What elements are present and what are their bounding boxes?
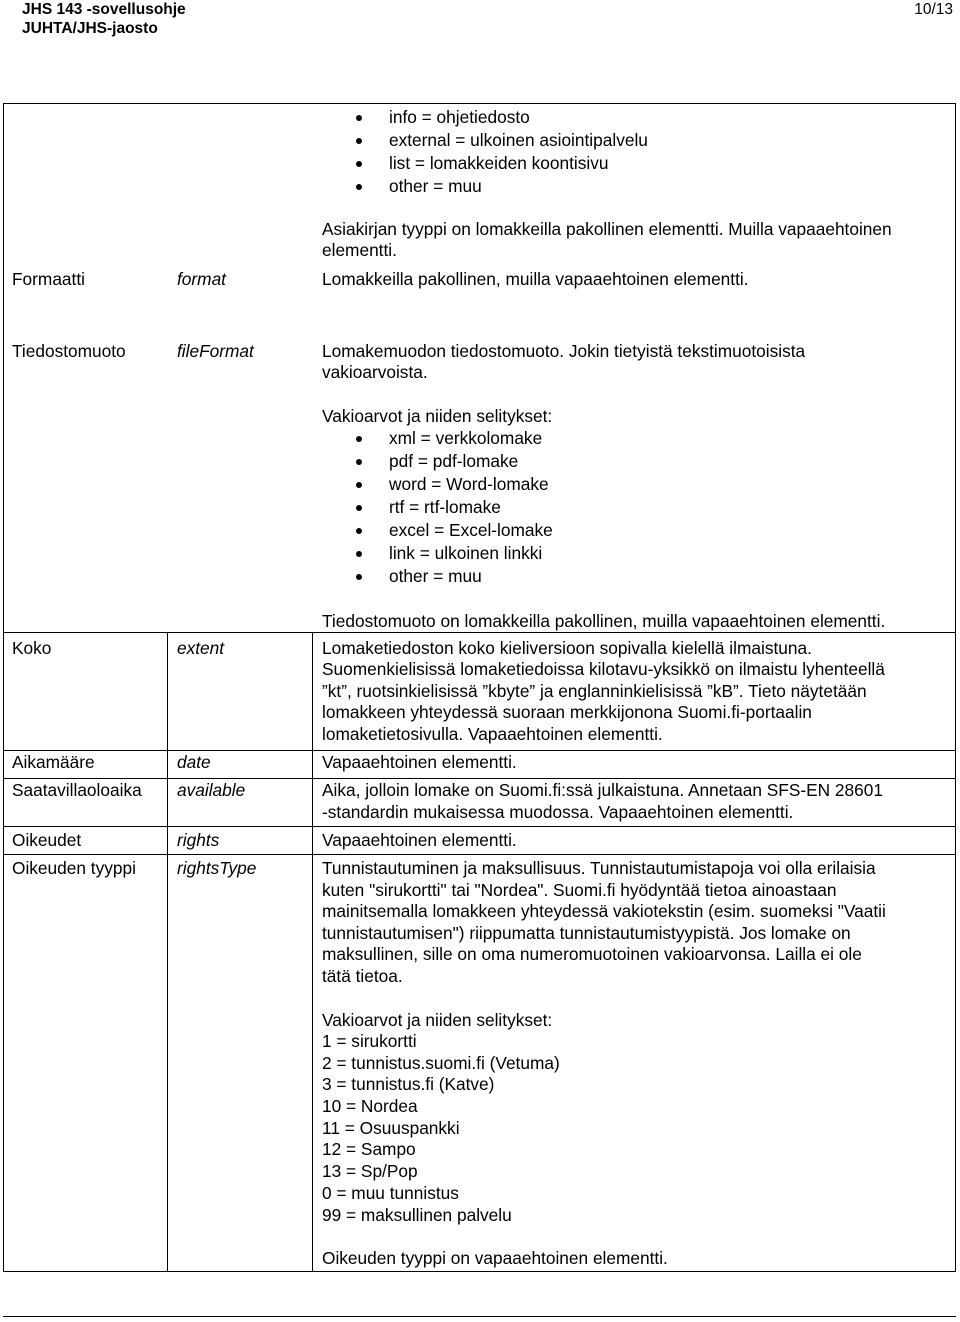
bullet-icon xyxy=(356,505,362,511)
fileformat-label-en: fileFormat xyxy=(177,341,254,361)
column-divider-1 xyxy=(167,632,168,1272)
date-label-fi: Aikamääre xyxy=(12,752,95,772)
footer-rule xyxy=(3,1316,956,1317)
row-divider-available xyxy=(4,778,955,779)
bullet-icon xyxy=(356,482,362,488)
rightstype-description-line: mainitsemalla lomakkeen yhteydessä vakiotekstin (esim. suomeksi "Vaatii xyxy=(322,901,886,921)
rightstype-label-en: rightsType xyxy=(177,858,257,878)
rightstype-description-line: Tunnistautuminen ja maksullisuus. Tunnistautumistapoja voi olla erilaisia xyxy=(322,858,876,878)
rightstype-value-item: 3 = tunnistus.fi (Katve) xyxy=(322,1074,495,1094)
available-description-line1: Aika, jolloin lomake on Suomi.fi:ssä julkaistuna. Annetaan SFS-EN 28601 xyxy=(322,780,883,800)
fileformat-value-item: xml = verkkolomake xyxy=(389,428,543,448)
bullet-icon xyxy=(356,115,362,121)
type-value-item: info = ohjetiedosto xyxy=(389,107,530,127)
fileformat-note: Tiedostomuoto on lomakkeilla pakollinen, muilla vapaaehtoinen elementti. xyxy=(322,611,886,631)
rightstype-value-item: 0 = muu tunnistus xyxy=(322,1183,459,1203)
rightstype-label-fi: Oikeuden tyyppi xyxy=(12,858,136,878)
row-divider-rightstype xyxy=(4,854,955,855)
rightstype-value-item: 1 = sirukortti xyxy=(322,1031,417,1051)
page-header xyxy=(0,0,960,40)
type-value-item: external = ulkoinen asiointipalvelu xyxy=(389,130,648,150)
fileformat-value-item: other = muu xyxy=(389,566,482,586)
row-divider-date xyxy=(4,750,955,751)
extent-description-line: Suomenkielisissä lomaketiedoissa kilotavu-yksikkö on ilmaistu lyhenteellä xyxy=(322,659,885,679)
rightstype-description-line: tunnistautumisen") riippumatta tunnistautumistyypistä. Jos lomake on xyxy=(322,923,851,943)
bullet-icon xyxy=(356,551,362,557)
document-title-line2: JUHTA/JHS-jaosto xyxy=(22,20,158,37)
extent-label-fi: Koko xyxy=(12,638,52,658)
bullet-icon xyxy=(356,161,362,167)
rights-description: Vapaaehtoinen elementti. xyxy=(322,830,517,850)
fileformat-description-line1: Lomakemuodon tiedostomuoto. Jokin tietyistä tekstimuotoisista xyxy=(322,341,806,361)
bullet-icon xyxy=(356,459,362,465)
format-label-en: format xyxy=(177,269,226,289)
fileformat-label-fi: Tiedostomuoto xyxy=(12,341,126,361)
rights-label-en: rights xyxy=(177,830,220,850)
page-number: 10/13 xyxy=(914,1,953,18)
format-description: Lomakkeilla pakollinen, muilla vapaaehtoinen elementti. xyxy=(322,269,749,289)
rights-label-fi: Oikeudet xyxy=(12,830,82,850)
fileformat-value-item: excel = Excel-lomake xyxy=(389,520,553,540)
bullet-icon xyxy=(356,574,362,580)
fileformat-values-heading: Vakioarvot ja niiden selitykset: xyxy=(322,406,553,426)
type-value-item: other = muu xyxy=(389,176,482,196)
bullet-icon xyxy=(356,528,362,534)
available-label-en: available xyxy=(177,780,246,800)
date-description: Vapaaehtoinen elementti. xyxy=(322,752,517,772)
rightstype-value-item: 11 = Osuuspankki xyxy=(322,1118,460,1138)
rightstype-value-item: 10 = Nordea xyxy=(322,1096,418,1116)
column-divider-2 xyxy=(312,632,313,1272)
rightstype-value-item: 13 = Sp/Pop xyxy=(322,1161,418,1181)
extent-description-line: Lomaketiedoston koko kieliversioon sopivalla kielellä ilmaistuna. xyxy=(322,638,812,658)
available-label-fi: Saatavillaoloaika xyxy=(12,780,142,800)
extent-description-line: lomaketietosivulla. Vapaaehtoinen elementti. xyxy=(322,724,663,744)
available-description-line2: -standardin mukaisessa muodossa. Vapaaehtoinen elementti. xyxy=(322,802,794,822)
rightstype-description-line: maksullinen, sille on oma numeromuotoinen vakioarvonsa. Lailla ei ole xyxy=(322,944,862,964)
fileformat-value-item: word = Word-lomake xyxy=(389,474,549,494)
rightstype-note: Oikeuden tyyppi on vapaaehtoinen elementti. xyxy=(322,1248,668,1268)
document-title-line1: JHS 143 -sovellusohje xyxy=(22,1,186,18)
rightstype-value-item: 2 = tunnistus.suomi.fi (Vetuma) xyxy=(322,1053,560,1073)
fileformat-value-item: rtf = rtf-lomake xyxy=(389,497,501,517)
rightstype-description-line: kuten "sirukortti" tai "Nordea". Suomi.fi hyödyntää tietoa ainoastaan xyxy=(322,880,837,900)
type-note-line2: elementti. xyxy=(322,240,397,260)
format-label-fi: Formaatti xyxy=(12,269,85,289)
rightstype-description-line: tätä tietoa. xyxy=(322,966,403,986)
fileformat-value-item: link = ulkoinen linkki xyxy=(389,543,543,563)
rightstype-value-item: 12 = Sampo xyxy=(322,1139,416,1159)
bullet-icon xyxy=(356,138,362,144)
rightstype-value-item: 99 = maksullinen palvelu xyxy=(322,1205,512,1225)
date-label-en: date xyxy=(177,752,211,772)
fileformat-description-line2: vakioarvoista. xyxy=(322,362,428,382)
type-value-item: list = lomakkeiden koontisivu xyxy=(389,153,609,173)
rightstype-values-heading: Vakioarvot ja niiden selitykset: xyxy=(322,1010,553,1030)
bullet-icon xyxy=(356,436,362,442)
row-divider-rights xyxy=(4,826,955,827)
document-title xyxy=(22,0,186,38)
extent-description-line: ”kt”, ruotsinkielisissä ”kbyte” ja englanninkielisissä ”kB”. Tieto näytetään xyxy=(322,681,867,701)
bullet-icon xyxy=(356,184,362,190)
type-note-line1: Asiakirjan tyyppi on lomakkeilla pakollinen elementti. Muilla vapaaehtoinen xyxy=(322,219,892,239)
extent-label-en: extent xyxy=(177,638,225,658)
extent-description-line: lomakkeen yhteydessä suoraan merkkijonona Suomi.fi-portaalin xyxy=(322,702,812,722)
fileformat-value-item: pdf = pdf-lomake xyxy=(389,451,519,471)
